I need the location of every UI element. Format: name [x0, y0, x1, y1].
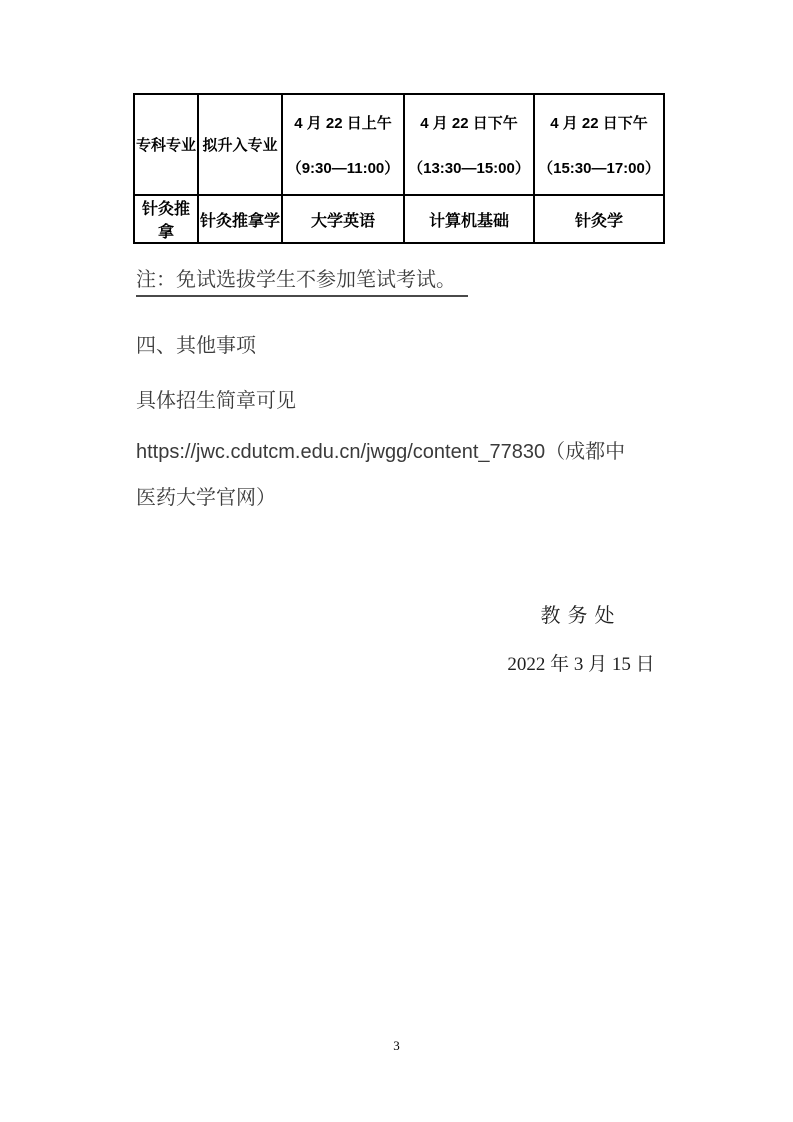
- table-header-row: [134, 94, 664, 195]
- session-2-time: （13:30—15:00）: [408, 159, 530, 177]
- table-data-row: [134, 195, 664, 243]
- cell-subject-2: [404, 195, 534, 243]
- cell-subject-3: [534, 195, 664, 243]
- body-line: 医药大学官网）: [136, 487, 276, 509]
- session-1-date: 4 月 22 日上午: [294, 114, 392, 132]
- section-heading: 四、其他事项: [136, 335, 256, 357]
- cell-target-major: [198, 195, 282, 243]
- cell-major: [134, 195, 198, 243]
- page-number: 3: [393, 1038, 400, 1053]
- signature-date: 2022 年 3 月 15 日: [507, 654, 655, 675]
- exam-schedule-table: [133, 93, 665, 244]
- session-3-date: 4 月 22 日下午: [550, 114, 648, 132]
- cell-subject-1: [282, 195, 404, 243]
- header-cell-session-1: [282, 94, 404, 195]
- subject-1-value: 大学英语: [310, 212, 375, 230]
- signature-block: [460, 599, 702, 676]
- target-major-value: 针灸推拿学: [199, 212, 280, 230]
- subject-3-value: 针灸学: [574, 212, 623, 230]
- session-1-time: （9:30—11:00）: [286, 159, 400, 177]
- major-value: 针灸推拿: [141, 201, 190, 241]
- exam-note: [136, 263, 468, 297]
- header-major-label: 专科专业: [135, 137, 196, 154]
- session-2-date: 4 月 22 日下午: [420, 114, 518, 132]
- subject-2-value: 计算机基础: [428, 212, 509, 230]
- exam-note-text: 注：免试选拔学生不参加笔试考试。: [136, 263, 468, 297]
- signature-office: 教务处: [540, 605, 622, 627]
- admission-url-text: https://jwc.cdutcm.edu.cn/jwgg/content_77830（成都中: [136, 441, 626, 463]
- header-cell-major: [134, 94, 198, 195]
- header-cell-session-3: [534, 94, 664, 195]
- header-target-label: 拟升入专业: [202, 137, 278, 154]
- header-cell-session-2: [404, 94, 534, 195]
- body-line: 具体招生简章可见: [136, 390, 296, 412]
- session-3-time: （15:30—17:00）: [538, 159, 660, 177]
- header-cell-target-major: [198, 94, 282, 195]
